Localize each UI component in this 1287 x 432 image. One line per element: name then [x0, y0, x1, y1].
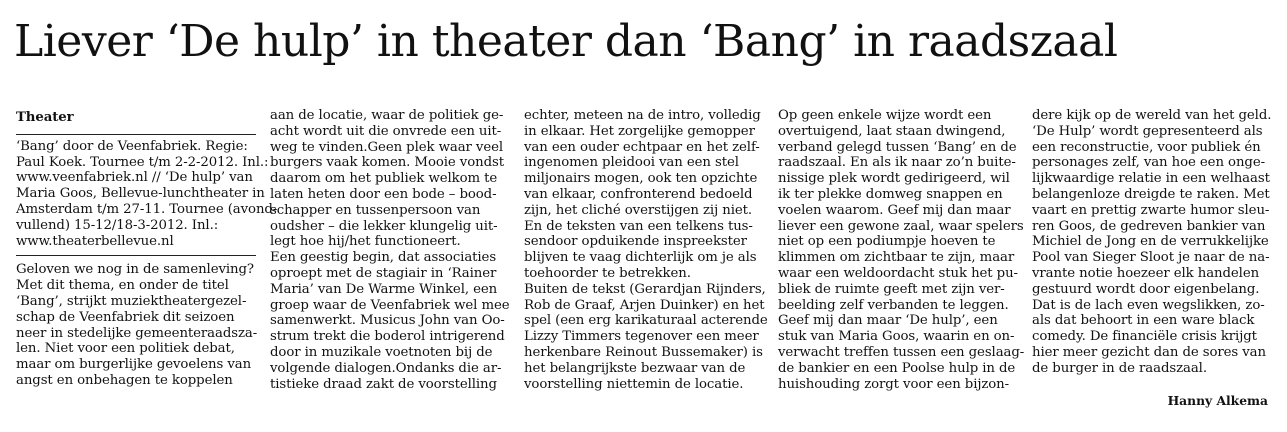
- text-line: angst en onbehagen te koppelen: [16, 372, 233, 388]
- text-line: daarom om het publiek welkom te: [270, 171, 498, 187]
- text-line: zijn, het cliché overstijgen zij niet.: [524, 202, 752, 218]
- text-line: samenwerkt. Musicus John van Oo-: [270, 313, 505, 329]
- text-line: niet op een podiumpje hoeven te: [778, 234, 996, 250]
- text-line: volgende dialogen.Ondanks die ar-: [270, 360, 502, 376]
- text-line: lijkwaardige relatie in een welhaast: [1032, 171, 1270, 187]
- text-line: vaart en prettig zwarte humor sleu-: [1032, 202, 1270, 218]
- text-line: Maria’ van De Warme Winkel, een: [270, 281, 498, 297]
- column-3: [524, 108, 768, 392]
- text-line: huishouding zorgt voor een bijzon-: [778, 376, 1010, 392]
- text-line: legt hoe hij/het functioneert.: [270, 234, 461, 250]
- headline: Liever ‘De hulp’ in theater dan ‘Bang’ in raadszaal: [14, 16, 1118, 67]
- info-line: Amsterdam t/m 27-11. Tournee (avond-: [16, 201, 278, 217]
- column-5: [1032, 108, 1274, 377]
- text-line: ‘Bang’, strijkt muziektheatergezel-: [16, 293, 247, 309]
- text-line: Lizzy Timmers tegenover een meer: [524, 329, 759, 345]
- text-line: een reconstructie, voor publiek én: [1032, 139, 1261, 155]
- info-line: Maria Goos, Bellevue-lunchtheater in: [16, 186, 265, 202]
- info-line: vullend) 15-12/18-3-2012. Inl.:: [16, 217, 219, 233]
- text-line: groep waar de Veenfabriek wel mee: [270, 297, 510, 313]
- text-line: weg te vinden.Geen plek waar veel: [270, 139, 504, 155]
- text-line: Buiten de tekst (Gerardjan Rijnders,: [524, 281, 766, 297]
- text-line: neer in stedelijke gemeenteraadsza-: [16, 325, 258, 341]
- text-line: in elkaar. Het zorgelijke gemopper: [524, 123, 755, 139]
- divider: [16, 255, 256, 256]
- section-label: Theater: [16, 110, 74, 125]
- text-line: ren Goos, de gedreven bankier van: [1032, 218, 1266, 234]
- text-line: spel (een erg karikaturaal acterende: [524, 313, 768, 329]
- divider: [16, 134, 256, 135]
- text-line: Een geestig begin, dat associaties: [270, 250, 497, 266]
- text-line: Rob de Graaf, Arjen Duinker) en het: [524, 297, 765, 313]
- column-4: [778, 108, 1025, 392]
- text-line: gestuurd wordt door eigenbelang.: [1032, 281, 1260, 297]
- column-2: [270, 108, 510, 392]
- text-line: oproept met de stagiair in ‘Rainer: [270, 265, 497, 281]
- text-line: nissige plek wordt gedirigeerd, wil: [778, 171, 1010, 187]
- text-line: blijven te vaag dichterlijk om je als: [524, 250, 757, 266]
- text-line: laten heten door een bode – bood-: [270, 186, 497, 202]
- text-line: klimmen om zichtbaar te zijn, maar: [778, 250, 1015, 266]
- text-line: ‘De Hulp’ wordt gepresenteerd als: [1032, 123, 1263, 139]
- text-line: acht wordt uit die onvrede een uit-: [270, 123, 502, 139]
- text-line: len. Niet voor een politiek debat,: [16, 341, 235, 357]
- text-line: Geef mij dan maar ‘De hulp’, een: [778, 313, 998, 329]
- text-line: stuk van Maria Goos, waarin en on-: [778, 329, 1015, 345]
- text-line: liever een gewone zaal, waar spelers: [778, 218, 1024, 234]
- text-line: echter, meteen na de intro, volledig: [524, 108, 761, 123]
- text-line: tistieke draad zakt de voorstelling: [270, 376, 497, 392]
- text-line: voelen waarom. Geef mij dan maar: [778, 202, 1011, 218]
- text-line: sendoor opduikende inspreekster: [524, 234, 747, 250]
- column-1: [16, 108, 278, 389]
- author-byline: Hanny Alkema: [1167, 393, 1268, 408]
- text-line: Michiel de Jong en de verrukkelijke: [1032, 234, 1269, 250]
- text-line: verband gelegd tussen ‘Bang’ en de: [778, 139, 1017, 155]
- text-line: maar om burgerlijke gevoelens van: [16, 357, 252, 373]
- text-line: schap de Veenfabriek dit seizoen: [16, 309, 235, 325]
- text-line: aan de locatie, waar de politiek ge-: [270, 108, 504, 123]
- text-line: personages zelf, van hoe een onge-: [1032, 155, 1265, 171]
- text-line: miljonairs mogen, ook ten opzichte: [524, 171, 758, 187]
- text-line: als dat behoort in een ware black: [1032, 313, 1255, 329]
- info-line: ‘Bang’ door de Veenfabriek. Regie:: [16, 138, 248, 154]
- body-text: [16, 262, 256, 388]
- text-line: En de teksten van een telkens tus-: [524, 218, 753, 234]
- text-line: het belangrijkste bezwaar van de: [524, 360, 746, 376]
- text-line: vrante notie hoezeer elk handelen: [1032, 265, 1260, 281]
- text-line: herkenbare Reinout Bussemaker) is: [524, 344, 763, 360]
- text-line: oudsher – die lekker klungelig uit-: [270, 218, 498, 234]
- text-line: overtuigend, laat staan dwingend,: [778, 123, 1006, 139]
- info-line: www.theaterbellevue.nl: [16, 233, 174, 249]
- text-line: voorstelling niettemin de locatie.: [524, 376, 744, 392]
- text-line: ik ter plekke domweg snappen en: [778, 186, 1003, 202]
- text-line: door in muzikale voetnoten bij de: [270, 344, 493, 360]
- text-line: bliek de ruimte geeft met zijn ver-: [778, 281, 1005, 297]
- text-line: belangenloze dreigde te raken. Met: [1032, 186, 1270, 202]
- text-line: de bankier en een Poolse hulp in de: [778, 360, 1016, 376]
- text-line: verwacht treffen tussen een geslaag-: [778, 344, 1025, 360]
- text-line: dere kijk op de wereld van het geld.: [1032, 108, 1272, 123]
- text-line: waar een weldoordacht stuk het pu-: [778, 265, 1018, 281]
- text-line: Met dit thema, en onder de titel: [16, 278, 229, 294]
- text-line: de burger in de raadszaal.: [1032, 360, 1207, 376]
- text-line: Geloven we nog in de samenleving?: [16, 262, 254, 278]
- text-line: van een ouder echtpaar en het zelf-: [524, 139, 760, 155]
- text-line: schapper en tussenpersoon van: [270, 202, 481, 218]
- text-line: burgers vaak komen. Mooie vondst: [270, 155, 504, 171]
- text-line: strum trekt die boderol intrigerend: [270, 329, 505, 345]
- text-line: raadszaal. En als ik naar zo’n buite-: [778, 155, 1016, 171]
- text-line: toehoorder te betrekken.: [524, 265, 691, 281]
- text-line: Op geen enkele wijze wordt een: [778, 108, 992, 123]
- text-line: Dat is de lach even wegslikken, zo-: [1032, 297, 1265, 313]
- info-line: www.veenfabriek.nl // ‘De hulp’ van: [16, 170, 253, 186]
- text-line: van elkaar, confronterend bedoeld: [524, 186, 753, 202]
- text-line: hier meer gezicht dan de sores van: [1032, 344, 1266, 360]
- text-line: beelding zelf verbanden te leggen.: [778, 297, 1009, 313]
- info-line: Paul Koek. Tournee t/m 2-2-2012. Inl.:: [16, 154, 269, 170]
- text-line: Pool van Sieger Sloot je naar de na-: [1032, 250, 1270, 266]
- info-box: [16, 138, 278, 250]
- text-line: ingenomen pleidooi van een stel: [524, 155, 739, 171]
- text-line: comedy. De financiële crisis krijgt: [1032, 329, 1257, 345]
